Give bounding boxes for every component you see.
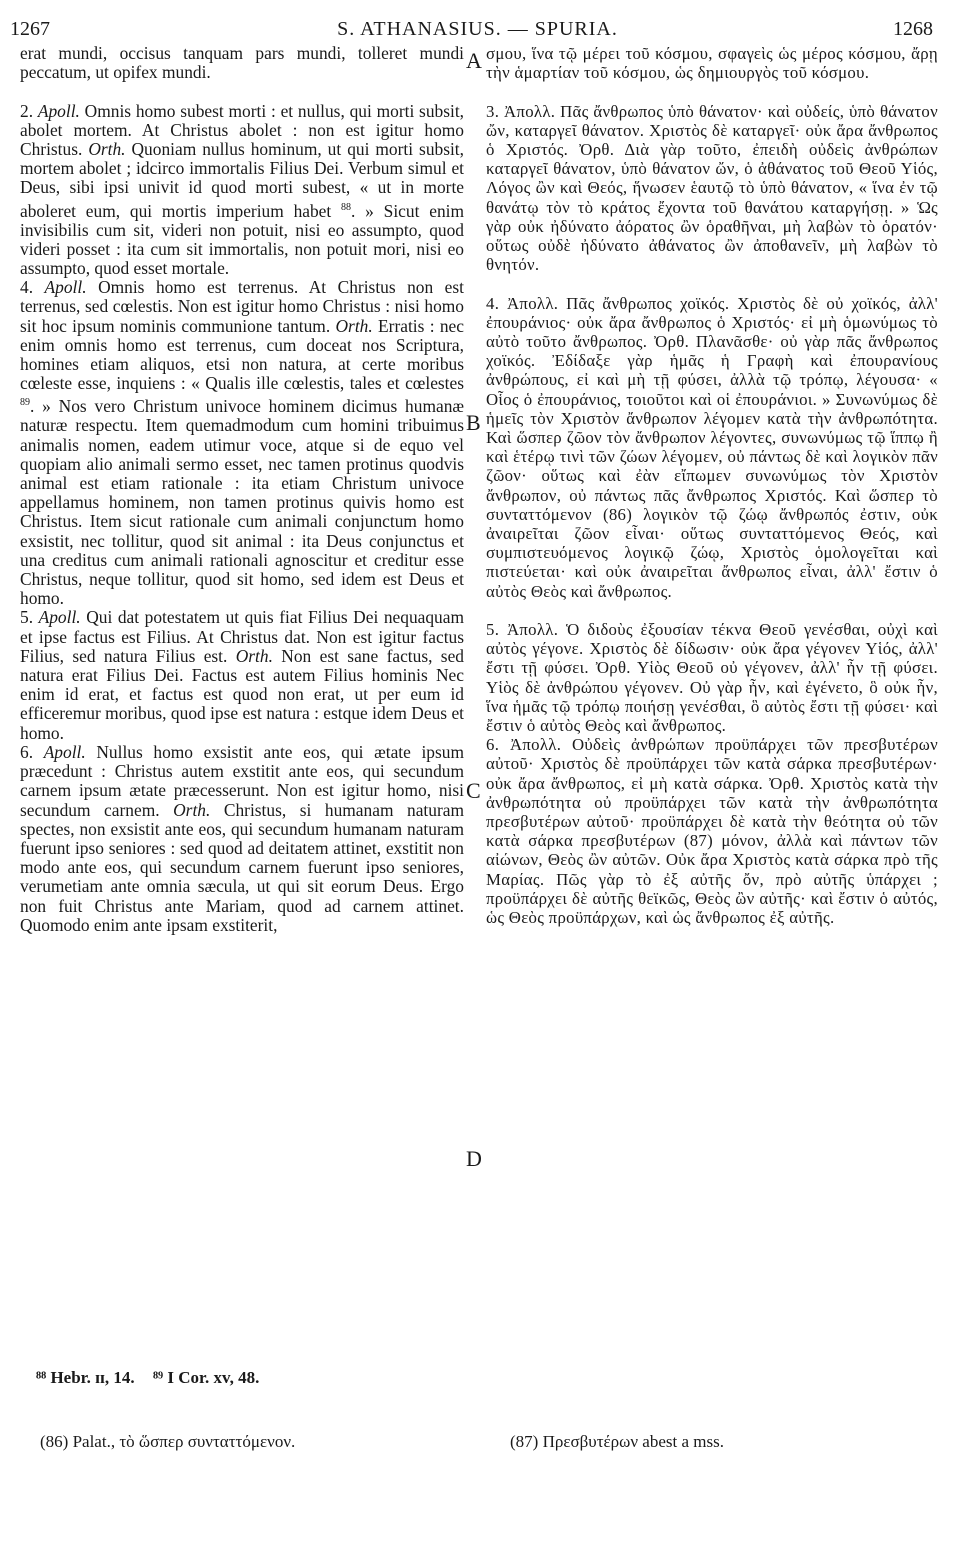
latin-paragraph: 5. Apoll. Qui dat potestatem ut quis fiat Filius Dei nequaquam et ipse factus est Filius. At Christus dat. Non est igitur factus Filius, sed natura Filius est. Orth. Non est sane factus, sed natura erat Filius Dei. Factus est autem Filius hominis Nec enim id erat, et factus est quod non erat, ut per eum id efficeremur moribus, quod ipse est natura : estque idem Deus et homo.	[20, 607, 464, 743]
page-number-right: 1268	[893, 18, 933, 40]
latin-paragraph: 4. Apoll. Omnis homo est terrenus. At Christus non est terrenus, sed cœlestis. Non est igitur homo Christus : nisi homo sit hoc ipsum nominis communione tantum. Orth. Erratis : nec enim omnis homo est terrenus, cum doceat nos Scriptura, homines etiam aliquos, etsi non natura, at certe moribus cœleste esse, inquiens : « Qualis ille cœlestis, tales et cœlestes $^{89}$. » Nos vero Christum univoce hominem dicimus humanæ naturæ respectu. Item quemadmodum cum homini tribuimus animalis nomen, eadem utimur voce, atque si de equo vel quopiam alio animali sermo esset, nec tamen protinus quodvis animal est etiam rationale : ita etiam Christum univoce appellamus hominem, non tamen protinus quivis homo est Christus. Item sicut rationale cum animali conjunctum homo exsistit, nec tollitur, quod sit animal : ita Deus conjunctus et una creditus cum animali rationali agnoscitur et creditur esse Christus, neque tollitur, quod sit homo, sed idem est Deus et homo.	[20, 277, 464, 609]
margin-letter-b: B	[466, 410, 481, 435]
variant-note-86: (86) Palat., τὸ ὥσπερ συνταττόμενον.	[40, 1432, 296, 1451]
variant-note-87: (87) Πρεσβυτέρων abest a mss.	[510, 1432, 724, 1451]
footnote-88: ⁸⁸ Hebr. ɪɪ, 14.	[36, 1368, 135, 1387]
scripture-footnotes	[36, 1368, 273, 1388]
greek-column	[486, 44, 938, 927]
margin-letter-a: A	[466, 48, 482, 73]
latin-paragraph: 6. Apoll. Nullus homo exsistit ante eos, qui ætate ipsum præcedunt : Christus autem exstitit ante eos, qui secundum carnem ipsum ætate præcesserunt. Non est igitur homo, nisi secundum carnem. Orth. Christus, si humanam naturam spectes, non exsistit ante eos, qui secundum humanam naturam fuerunt ipso seniores : sed quod ad deitatem attinet, exstitit non modo ante eos, qui secundum carnem fuerunt ipso seniores, verumetiam ante omnia sæcula, ut qui sit eorum Deus. Ergo non fuit Christus ante Mariam, quod ad carnem attinet. Quomodo enim ante ipsam exstiterit,	[20, 741, 464, 935]
margin-letter-c: C	[466, 778, 481, 803]
running-title: S. ATHANASIUS. — SPURIA.	[337, 18, 618, 40]
latin-paragraph: erat mundi, occisus tanquam pars mundi, tolleret mundi peccatum, ut opifex mundi.	[20, 43, 464, 83]
greek-paragraph: 5. Ἀπολλ. Ὁ διδοὺς ἐξουσίαν τέκνα Θεοῦ γενέσθαι, οὐχὶ καὶ αὐτὸς γέγονε. Χριστὸς δὲ δίδωσιν· οὐκ ἄρα γέγονεν Υἱός, ἀλλ' ἔστι τῇ φύσει. Ὀρθ. Υἱὸς Θεοῦ οὐ γέγονεν, ἀλλ' ἦν τῇ φύσει. Υἱὸς δὲ ἀνθρώπου γέγονεν. Οὐ γὰρ ἦν, καὶ ἐγένετο, ὃ οὐκ ἦν, ἵνα ἡμᾶς τῷ τρόπῳ ποιήσῃ γενέσθαι, ὃ αὐτὸς ἔστι τῇ φύσει· καὶ ἔστιν ὁ αὐτὸς Θεὸς καὶ ἄνθρωπος.	[486, 620, 938, 736]
latin-paragraph: 2. Apoll. Omnis homo subest morti : et nullus, qui morti subsit, abolet mortem. At Christus abolet : non est igitur homo Christus. Orth. Quoniam nullus hominum, ut qui morti subsit, mortem abolet ; idcirco immortalis Filius Dei. Verbum simul et Deus, sibi ipsi univit id quod morti subest, « ut in morte aboleret eum, qui mortis imperium habet $^{88}$. » Sicut enim invisibilis cum sit, videri non potuit, nisi eo assumpto, quod videri posset : ita cum sit immortalis, non potuit mori, nisi eo assumpto, quod esset mortale.	[20, 100, 464, 279]
footnote-89: ⁸⁹ I Cor. xv, 48.	[152, 1368, 260, 1387]
page-number-left: 1267	[10, 18, 50, 40]
greek-paragraph: 6. Ἀπολλ. Οὐδεὶς ἀνθρώπων προϋπάρχει τῶν πρεσβυτέρων αὐτοῦ· Χριστὸς δὲ προϋπάρχει τῶν κατὰ σάρκα πρεσβυτέρων· οὐκ ἄρα ἄνθρωπος, εἰ μὴ κατὰ σάρκα. Ὀρθ. Χριστὸς κατὰ τὴν ἀνθρωπότητα οὐ προϋπάρχει τῶν κατὰ τὴν ἀνθρωπότητα πρεσβυτέρων αὐτοῦ· προϋπάρχει δὲ κατὰ τὴν θεότητα οὐ τῶν κατὰ σάρκα πρεσβυτέρων (87) μόνον, ἀλλὰ καὶ πάντων τῶν αἰώνων, Θεὸς ὢν αὐτῶν. Οὐκ ἄρα Χριστὸς κατὰ σάρκα πρὸ τῆς Μαρίας. Πῶς γὰρ τὸ ἐξ αὐτῆς ὄν, πρὸ αὐτῆς ὑπάρχει ; προϋπάρχει δὲ αὐτῆς θεϊκῶς, Θεὸς ὢν αὐτῆς· καὶ ἔστιν ὁ αὐτός, ὡς Θεὸς προϋπάρχων, καὶ ὡς ἄνθρωπος ἐξ αὐτῆς.	[486, 735, 938, 928]
margin-letter-d: D	[466, 1146, 482, 1171]
greek-paragraph: 4. Ἀπολλ. Πᾶς ἄνθρωπος χοϊκός. Χριστὸς δὲ οὐ χοϊκός, ἀλλ' ἐπουράνιος· οὐκ ἄρα ἄνθρωπος ὁ Χριστός· εἰ μὴ ὁμωνύμως τὸ αὐτὸ τοῦτο ἄνθρωπος. Ὀρθ. Πλανᾶσθε· οὐ γὰρ πᾶς ἄνθρωπος χοϊκός. Ἐδίδαξε γὰρ ἡμᾶς ἡ Γραφὴ καὶ ἐπουρανίους ἀνθρώπους, εἰ καὶ μὴ τῇ φύσει, ἀλλὰ τῷ τρόπῳ, λέγουσα· « Οἷος ὁ ἐπουράνιος, τοιοῦτοι καὶ οἱ ἐπουράνιοι. » Συνωνύμως δὲ ἡμεῖς τὸν Χριστὸν ἄνθρωπον λέγομεν κατὰ τὴν ἀνθρωπότητα. Καὶ ὥσπερ ζῶον τὸν ἄνθρωπον λέγοντες, συνωνύμως τῷ ἵππῳ ἢ καὶ ἑτέρῳ τινὶ τῶν ζώων λέγομεν, οὐ πάντως δὲ καὶ λογικὸν πᾶν ζῶον· οὕτως καὶ ἐὰν εἴπωμεν συνωνύμως τὸν Χριστὸν ἄνθρωπον, οὐ πάντως πᾶς ἄνθρωπος Χριστός. Καὶ ὥσπερ τὸ συνταττόμενον (86) λογικὸν τῷ ζώῳ ἄνθρωπός ἐστιν, οὐκ ἀναιρεῖται ζῶον εἶναι· οὕτως συνταττόμενος Θεός, καὶ συμπιστευόμενος λογικῷ ζώῳ, Χριστὸς ὁμολογεῖται καὶ πιστεύεται· καὶ οὐκ ἀναιρεῖται ἄνθρωπος εἶναι, ἀλλ' ἔστιν ὁ αὐτὸς Θεὸς καὶ ἄνθρωπος.	[486, 293, 938, 601]
greek-paragraph: σμου, ἵνα τῷ μέρει τοῦ κόσμου, σφαγεὶς ὡς μέρος κόσμου, ἄρῃ τὴν ἁμαρτίαν τοῦ κόσμου, ὡς δημιουργὸς τοῦ κόσμου.	[486, 44, 938, 83]
greek-paragraph: 3. Ἀπολλ. Πᾶς ἄνθρωπος ὑπὸ θάνατον· καὶ οὐδείς, ὑπὸ θάνατον ὤν, καταργεῖ θάνατον. Χριστὸς δὲ καταργεῖ· οὐκ ἄρα ἄνθρωπος ὁ Χριστός. Ὀρθ. Διὰ γὰρ τοῦτο, ἐπειδὴ οὐδεὶς ἀνθρώπων καταργεῖ θάνατον, ὑπὸ θάνατον ὤν, ὁ ἀθάνατος τοῦ Θεοῦ Υἱός, Λόγος ὢν καὶ Θεός, ἥνωσεν ἑαυτῷ τὸ ὑπὸ θάνατον, « ἵνα ἐν τῷ θανάτῳ τὸν τὸ κράτος ἔχοντα τοῦ θανάτου καταργήσῃ. » Ὡς γὰρ οὐκ ἠδύνατο ἀόρατος ὢν ὁραθῆναι, μὴ λαβὼν τὸ ὁρατόν· οὕτως οὐδὲ ἠδύνατο ἀθάνατος ὢν ἀποθανεῖν, μὴ λαβὼν τὸ θνητόν.	[486, 101, 938, 275]
latin-column	[20, 44, 464, 935]
